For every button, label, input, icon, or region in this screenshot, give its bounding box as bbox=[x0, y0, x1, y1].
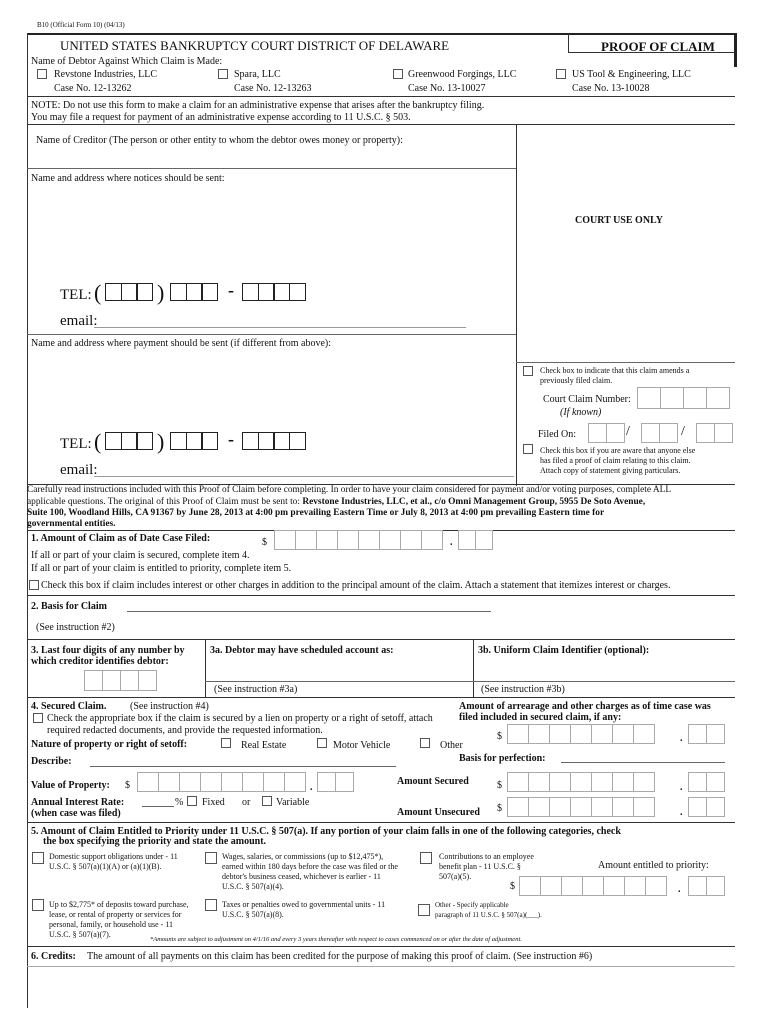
s5-deposits-text: Up to $2,775* of deposits toward purchase, lease, or rental of property or services for personal, family, or household use - 11 U.S.C. § 507(a)(7). bbox=[49, 900, 189, 939]
s4-value-input[interactable] bbox=[137, 772, 305, 792]
s4-fixed-label: Fixed bbox=[202, 797, 225, 808]
s5-contributions-text: Contributions to an employee benefit plan - 11 U.S.C. § 507(a)(5). bbox=[439, 852, 534, 881]
s6-text: The amount of all payments on this claim has been credited for the purpose of making this proof of claim. (See instruction #6) bbox=[87, 951, 593, 962]
s4-unsecured-cents-input[interactable] bbox=[688, 797, 724, 817]
s4-secured-label: Amount Secured bbox=[397, 776, 469, 787]
instructions-line-1: Carefully read instructions included with this Proof of Claim before completing. In order to have your claim considered for payment and/or voting purposes, complete ALL bbox=[27, 485, 672, 495]
tel-line-input[interactable] bbox=[242, 283, 304, 301]
s4-unsecured-dollar: $ bbox=[497, 803, 502, 814]
debtor-checkbox-ustool[interactable] bbox=[556, 69, 566, 79]
email-label: email: bbox=[60, 462, 98, 478]
s3b-input[interactable] bbox=[473, 681, 735, 682]
instructions-line-3: Suite 100, Woodland Hills, CA 91367 by June 28, 2013 at 4:00 pm prevailing Eastern Time or July 8, 2013 at 4:00 pm prevailing Eastern time for bbox=[27, 508, 605, 518]
s4-instruction: (See instruction #4) bbox=[130, 701, 209, 712]
s4-other-checkbox[interactable] bbox=[420, 738, 430, 748]
paren-close: ) bbox=[157, 280, 165, 305]
s4-arrear-input[interactable] bbox=[507, 724, 654, 744]
s4-value-cents-input[interactable] bbox=[317, 772, 353, 792]
divider bbox=[27, 639, 735, 640]
payment-tel-area-code-input[interactable] bbox=[105, 432, 152, 450]
s4-arrear-cents-input[interactable] bbox=[688, 724, 724, 744]
s3-divider bbox=[473, 639, 474, 697]
s2-instruction: (See instruction #2) bbox=[36, 622, 115, 633]
debtor-checkbox-greenwood[interactable] bbox=[393, 69, 403, 79]
s4-variable-checkbox[interactable] bbox=[262, 796, 272, 806]
notices-label: Name and address where notices should be sent: bbox=[31, 173, 225, 184]
s4-rate-pct: % bbox=[175, 797, 184, 808]
s3-last-four-input[interactable] bbox=[84, 670, 156, 691]
debtor-label: Name of Debtor Against Which Claim is Made: bbox=[31, 56, 223, 67]
s4-title: 4. Secured Claim. bbox=[31, 701, 107, 712]
aware-text-1: Check this box if you are aware that anyone else bbox=[540, 446, 696, 455]
tel-label: TEL: bbox=[60, 436, 92, 452]
s4-motor-vehicle-label: Motor Vehicle bbox=[333, 740, 391, 751]
s5-title-1: 5. Amount of Claim Entitled to Priority under 11 U.S.C. § 507(a). If any portion of your claim falls in one of the following categories, check bbox=[31, 826, 621, 837]
s4-nature-label: Nature of property or right of setoff: bbox=[31, 739, 188, 750]
s4-unsecured-label: Amount Unsecured bbox=[397, 807, 480, 818]
s2-basis-input[interactable] bbox=[127, 611, 491, 612]
debtor-name-spara: Spara, LLC bbox=[234, 69, 281, 80]
tel-prefix-input[interactable] bbox=[170, 283, 217, 301]
filed-on-year-input[interactable] bbox=[696, 423, 732, 443]
s5-domestic-text: Domestic support obligations under - 11 U.S.C. § 507(a)(1)(A) or (a)(1)(B). bbox=[49, 852, 178, 871]
amend-text: Check box to indicate that this claim amends a bbox=[540, 366, 690, 375]
s4-real-estate-checkbox[interactable] bbox=[221, 738, 231, 748]
s5-domestic-checkbox[interactable] bbox=[32, 852, 44, 864]
divider bbox=[27, 966, 735, 967]
s5-priority-input[interactable] bbox=[519, 876, 666, 896]
s4-unsecured-dot: . bbox=[680, 807, 683, 818]
top-border bbox=[27, 33, 735, 35]
s5-taxes-text: Taxes or penalties owed to governmental units - 11 U.S.C. § 507(a)(8). bbox=[222, 900, 386, 919]
s3a-instruction: (See instruction #3a) bbox=[214, 684, 298, 695]
s4-describe-label: Describe: bbox=[31, 756, 72, 767]
paren-open: ( bbox=[94, 280, 102, 305]
title-divider bbox=[568, 33, 569, 52]
date-slash: / bbox=[626, 424, 630, 439]
s4-rate-input[interactable] bbox=[142, 806, 174, 807]
divider bbox=[27, 822, 735, 823]
s5-wages-text: Wages, salaries, or commissions (up to $12,475*), earned within 180 days before the case was filed or the debtor's business ceased, whichever is earlier - 11 U.S.C. § 507(a)(4). bbox=[222, 852, 398, 891]
note-line-2: You may file a request for payment of an administrative expense according to 11 U.S.C. § 503. bbox=[31, 112, 411, 123]
s4-check-text-2: required redacted documents, and provide the requested information. bbox=[47, 725, 323, 736]
s4-value-label: Value of Property: bbox=[31, 780, 110, 791]
s5-dollar: $ bbox=[510, 881, 515, 892]
amend-text-2: previously filed claim. bbox=[540, 376, 613, 385]
s3b-instruction: (See instruction #3b) bbox=[481, 684, 565, 695]
filed-on-label: Filed On: bbox=[538, 429, 577, 440]
debtor-case-spara: Case No. 12-13263 bbox=[234, 83, 312, 94]
s2-title: 2. Basis for Claim bbox=[31, 601, 107, 612]
s1-interest-text: Check this box if claim includes interest or other charges in addition to the principal amount of the claim. Attach a statement that itemizes interest or charges. bbox=[41, 580, 671, 591]
s1-interest-checkbox[interactable] bbox=[29, 580, 39, 590]
payment-tel-prefix-input[interactable] bbox=[170, 432, 217, 450]
s4-arrear-dot: . bbox=[680, 733, 683, 744]
email-input[interactable] bbox=[94, 327, 466, 328]
s4-or: or bbox=[242, 797, 251, 808]
court-use-divider bbox=[516, 124, 517, 486]
divider bbox=[27, 334, 516, 335]
tel-area-code-input[interactable] bbox=[105, 283, 152, 301]
divider bbox=[27, 697, 735, 698]
s4-secured-checkbox[interactable] bbox=[33, 713, 43, 723]
s1-cents-input[interactable] bbox=[458, 530, 492, 550]
s4-rate-label-1: Annual Interest Rate: bbox=[31, 797, 125, 808]
s5-title-2: the box specifying the priority and state the amount. bbox=[43, 836, 267, 847]
s5-dot: . bbox=[678, 884, 681, 895]
s4-describe-input[interactable] bbox=[90, 766, 396, 767]
divider bbox=[27, 124, 735, 125]
s4-motor-vehicle-checkbox[interactable] bbox=[317, 738, 327, 748]
s3-title-2: which creditor identifies debtor: bbox=[31, 656, 169, 667]
debtor-case-revstone: Case No. 12-13262 bbox=[54, 83, 132, 94]
instructions-line-2: applicable questions. The original of this Proof of Claim must be sent to: Revstone Industries, LLC, et al., c/o Omni Management Group, 5955 De Soto Avenue, bbox=[27, 497, 646, 507]
s4-real-estate-label: Real Estate bbox=[241, 740, 287, 751]
s4-secured-cents-input[interactable] bbox=[688, 772, 724, 792]
court-claim-number-input[interactable] bbox=[637, 387, 729, 409]
s4-arrear-dollar: $ bbox=[497, 731, 502, 742]
s5-footnote: *Amounts are subject to adjustment on 4/1/16 and every 3 years thereafter with respect to cases commenced on or after the date of adjustment. bbox=[150, 936, 522, 943]
s5-wages-checkbox[interactable] bbox=[205, 852, 217, 864]
paren-open: ( bbox=[94, 429, 102, 454]
s4-value-dot: . bbox=[310, 782, 313, 793]
tel-dash: - bbox=[228, 429, 234, 449]
s3-title-1: 3. Last four digits of any number by bbox=[31, 645, 185, 656]
s5-priority-cents-input[interactable] bbox=[688, 876, 724, 896]
divider bbox=[27, 96, 735, 97]
s1-dot: . bbox=[450, 537, 453, 548]
s4-arrear-text-2: filed included in secured claim, if any: bbox=[459, 712, 622, 723]
payment-tel-line-input[interactable] bbox=[242, 432, 304, 450]
s4-value-dollar: $ bbox=[125, 780, 130, 791]
divider bbox=[27, 168, 516, 169]
debtor-name-greenwood: Greenwood Forgings, LLC bbox=[408, 69, 517, 80]
s3-divider bbox=[205, 639, 206, 697]
form-id: B10 (Official Form 10) (04/13) bbox=[37, 21, 125, 29]
aware-text-2: has filed a proof of claim relating to this claim. bbox=[540, 456, 691, 465]
court-claim-label: Court Claim Number: bbox=[543, 394, 631, 405]
debtor-case-greenwood: Case No. 13-10027 bbox=[408, 83, 486, 94]
s3a-input[interactable] bbox=[205, 681, 473, 682]
s4-secured-dot: . bbox=[680, 782, 683, 793]
s1-line-2: If all or part of your claim is entitled to priority, complete item 5. bbox=[31, 563, 292, 574]
s5-contributions-checkbox[interactable] bbox=[420, 852, 432, 864]
payment-email-input[interactable] bbox=[94, 476, 514, 477]
tel-dash: - bbox=[228, 280, 234, 300]
s4-basis-input[interactable] bbox=[561, 762, 725, 763]
s4-rate-label-2: (when case was filed) bbox=[31, 808, 121, 819]
email-label: email: bbox=[60, 313, 98, 329]
s5-priority-label: Amount entitled to priority: bbox=[598, 860, 709, 871]
debtor-case-ustool: Case No. 13-10028 bbox=[572, 83, 650, 94]
s4-secured-dollar: $ bbox=[497, 780, 502, 791]
debtor-checkbox-spara[interactable] bbox=[218, 69, 228, 79]
s4-unsecured-input[interactable] bbox=[507, 797, 654, 817]
divider bbox=[516, 362, 735, 363]
s1-title: 1. Amount of Claim as of Date Case Filed: bbox=[31, 533, 211, 544]
court-use-only: COURT USE ONLY bbox=[575, 215, 664, 226]
debtor-name-ustool: US Tool & Engineering, LLC bbox=[572, 69, 691, 80]
paren-close: ) bbox=[157, 429, 165, 454]
s1-dollar: $ bbox=[262, 537, 267, 548]
right-thick-border bbox=[734, 33, 737, 67]
s5-other-text: Other - Specify applicable paragraph of 11 U.S.C. § 507(a)(___). bbox=[435, 901, 542, 919]
payment-label: Name and address where payment should be sent (if different from above): bbox=[31, 338, 331, 349]
s4-other-label: Other bbox=[440, 740, 463, 751]
divider bbox=[27, 946, 735, 947]
s4-secured-input[interactable] bbox=[507, 772, 654, 792]
s3b-title: 3b. Uniform Claim Identifier (optional): bbox=[478, 645, 650, 656]
s4-variable-label: Variable bbox=[276, 797, 310, 808]
s1-line-1: If all or part of your claim is secured, complete item 4. bbox=[31, 550, 250, 561]
note-line-1: NOTE: Do not use this form to make a claim for an administrative expense that arises after the bankruptcy filing. bbox=[31, 100, 485, 111]
s5-other-checkbox[interactable] bbox=[418, 904, 430, 916]
s5-taxes-checkbox[interactable] bbox=[205, 899, 217, 911]
s4-basis-label: Basis for perfection: bbox=[459, 753, 546, 764]
divider bbox=[27, 595, 735, 596]
form-title: PROOF OF CLAIM bbox=[601, 39, 715, 54]
s6-title: 6. Credits: bbox=[31, 951, 76, 962]
aware-checkbox[interactable] bbox=[523, 444, 533, 454]
s3a-title: 3a. Debtor may have scheduled account as: bbox=[210, 645, 394, 656]
creditor-label: Name of Creditor (The person or other entity to whom the debtor owes money or property): bbox=[36, 135, 403, 146]
if-known: (If known) bbox=[560, 407, 602, 418]
title-underline bbox=[568, 52, 735, 53]
court-name: UNITED STATES BANKRUPTCY COURT DISTRICT OF DELAWARE bbox=[60, 38, 450, 53]
s1-amount-input[interactable] bbox=[274, 530, 442, 550]
amend-checkbox[interactable] bbox=[523, 366, 533, 376]
filed-on-day-input[interactable] bbox=[641, 423, 677, 443]
aware-text-3: Attach copy of statement giving particulars. bbox=[540, 466, 681, 475]
s4-check-text-1: Check the appropriate box if the claim is secured by a lien on property or a right of setoff, attach bbox=[47, 713, 433, 724]
tel-label: TEL: bbox=[60, 287, 92, 303]
date-slash: / bbox=[681, 424, 685, 439]
debtor-name-revstone: Revstone Industries, LLC bbox=[54, 69, 158, 80]
s4-fixed-checkbox[interactable] bbox=[187, 796, 197, 806]
s4-arrear-text-1: Amount of arrearage and other charges as of time case was bbox=[459, 701, 711, 712]
s5-deposits-checkbox[interactable] bbox=[32, 899, 44, 911]
filed-on-month-input[interactable] bbox=[588, 423, 624, 443]
instructions-line-4: governmental entities. bbox=[27, 519, 116, 529]
debtor-checkbox-revstone[interactable] bbox=[37, 69, 47, 79]
